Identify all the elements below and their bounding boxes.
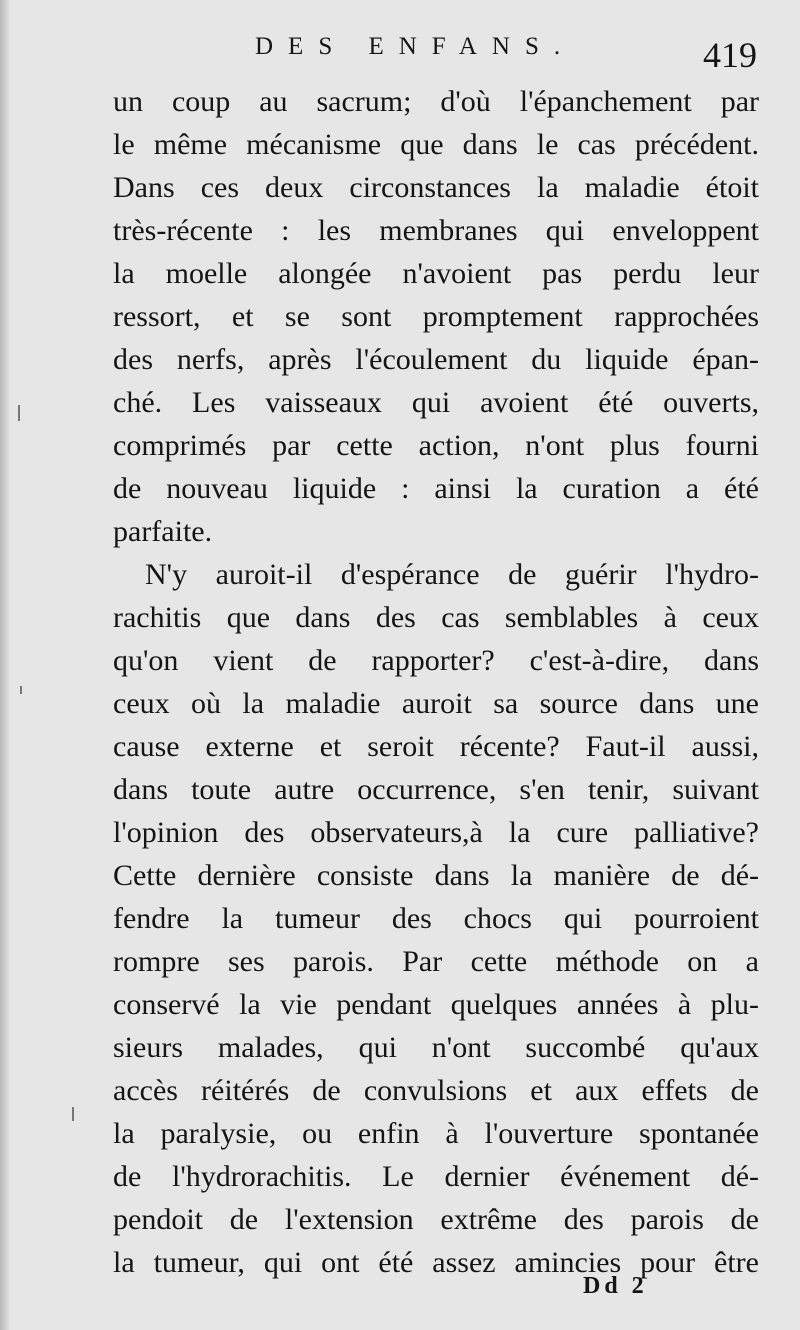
text-line: pendoit de l'extension extrême des parois de <box>113 1203 759 1236</box>
text-line: N'y auroit-il d'espérance de guérir l'hydro- <box>145 558 759 591</box>
text-line: des nerfs, après l'écoulement du liquide épan- <box>113 343 759 376</box>
printer-signature-mark: Dd 2 <box>583 1273 648 1299</box>
text-line: un coup au sacrum; d'où l'épanchement par <box>113 85 759 118</box>
text-line: Dans ces deux circonstances la maladie étoit <box>113 171 759 204</box>
text-line: sieurs malades, qui n'ont succombé qu'aux <box>113 1031 759 1064</box>
text-line: la paralysie, ou enfin à l'ouverture spontanée <box>113 1117 759 1150</box>
text-line: Cette dernière consiste dans la manière de dé- <box>113 859 759 892</box>
text-line: l'opinion des observateurs,à la cure palliative? <box>113 816 759 849</box>
text-line: rompre ses parois. Par cette méthode on a <box>113 945 759 978</box>
text-line: parfaite. <box>113 515 213 548</box>
text-line: dans toute autre occurrence, s'en tenir, suivant <box>113 773 759 806</box>
text-line: la tumeur, qui ont été assez amincies pour être <box>113 1246 759 1279</box>
body-text <box>113 80 759 1284</box>
text-line: rachitis que dans des cas semblables à ceux <box>113 601 759 634</box>
page-spine-shadow <box>0 0 10 1330</box>
page-number: 419 <box>703 35 757 75</box>
text-line: fendre la tumeur des chocs qui pourroient <box>113 902 759 935</box>
margin-speck <box>72 1107 74 1121</box>
text-line: conservé la vie pendant quelques années à plu- <box>113 988 759 1021</box>
text-line: comprimés par cette action, n'ont plus fourni <box>113 429 759 462</box>
text-line: accès réitérés de convulsions et aux effets de <box>113 1074 759 1107</box>
text-line: de nouveau liquide : ainsi la curation a été <box>113 472 759 505</box>
text-line: de l'hydrorachitis. Le dernier événement dé- <box>113 1160 759 1193</box>
text-line: la moelle alongée n'avoient pas perdu leur <box>113 257 759 290</box>
text-line: ché. Les vaisseaux qui avoient été ouverts, <box>113 386 759 419</box>
running-head: DES ENFANS. <box>255 33 576 60</box>
text-line: qu'on vient de rapporter? c'est-à-dire, dans <box>113 644 759 677</box>
text-line: très-récente : les membranes qui enveloppent <box>113 214 759 247</box>
margin-speck <box>18 405 20 421</box>
text-line: cause externe et seroit récente? Faut-il aussi, <box>113 730 759 763</box>
margin-speck <box>20 686 22 694</box>
text-line: le même mécanisme que dans le cas précédent. <box>113 128 759 161</box>
text-line: ressort, et se sont promptement rapprochées <box>113 300 759 333</box>
text-line: ceux où la maladie auroit sa source dans une <box>113 687 759 720</box>
